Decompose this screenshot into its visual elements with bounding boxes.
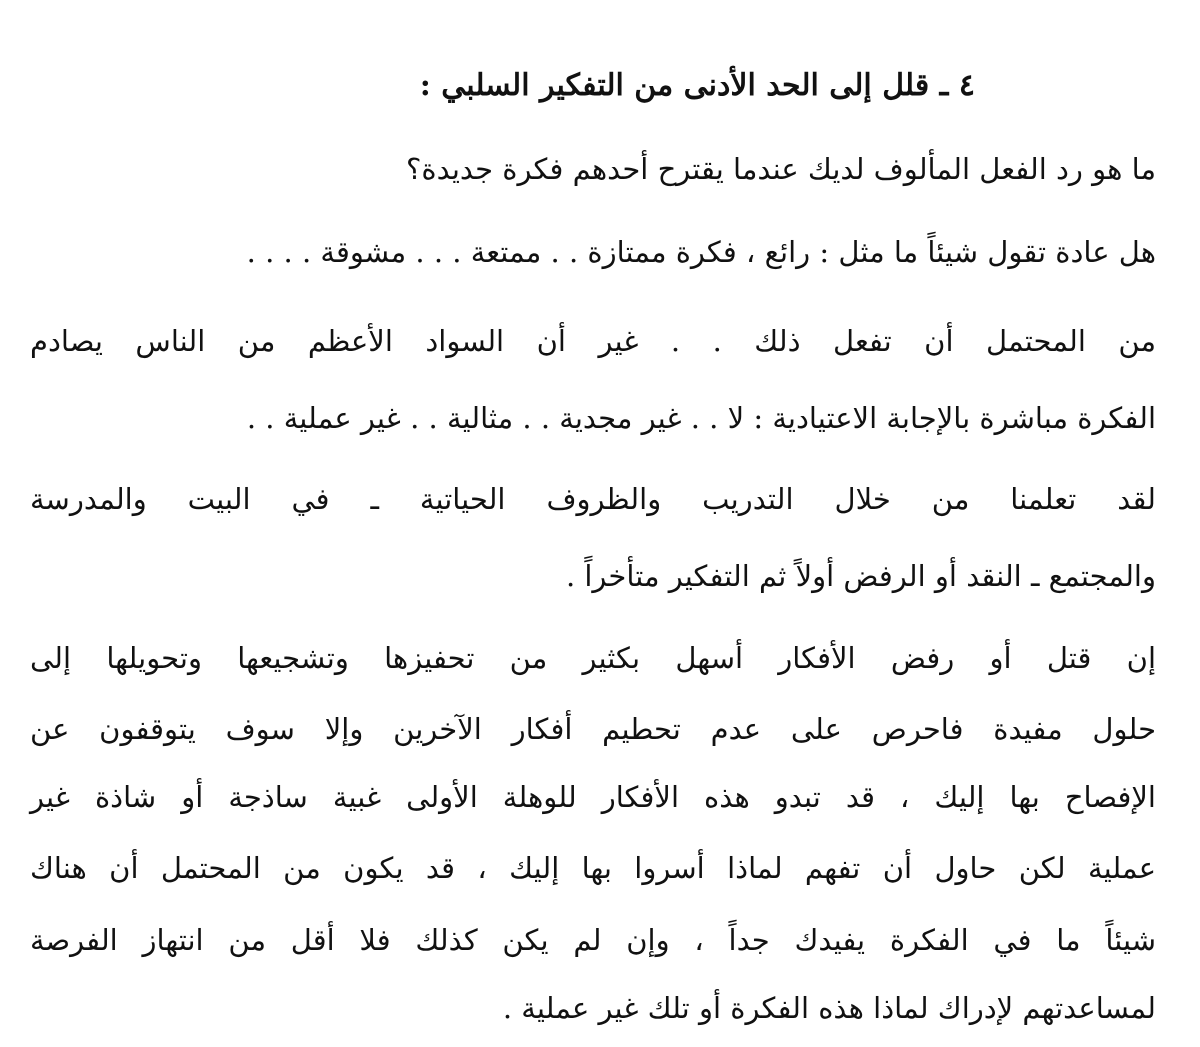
book-page <box>30 0 1170 1047</box>
paragraph-1-line-1: ما هو رد الفعل المألوف لديك عندما يقترح أحدهم فكرة جديدة؟ <box>406 152 1156 186</box>
paragraph-5-line-5: شيئاً ما في الفكرة يفيدك جداً ، وإن لم يكن كذلك فلا أقل من انتهاز الفرصة <box>30 923 1156 957</box>
paragraph-3-line-2: الفكرة مباشرة بالإجابة الاعتيادية : لا . . غير مجدية . . مثالية . . غير عملية . . <box>246 401 1156 435</box>
paragraph-2-line-1: هل عادة تقول شيئاً ما مثل : رائع ، فكرة ممتازة . . ممتعة . . . مشوقة . . . . <box>246 235 1156 269</box>
paragraph-5-line-3: الإفصاح بها إليك ، قد تبدو هذه الأفكار للوهلة الأولى غبية ساذجة أو شاذة غير <box>30 780 1156 814</box>
paragraph-5-line-1: إن قتل أو رفض الأفكار أسهل بكثير من تحفيزها وتشجيعها وتحويلها إلى <box>30 641 1156 675</box>
paragraph-3-line-1: من المحتمل أن تفعل ذلك . . غير أن السواد الأعظم من الناس يصادم <box>30 324 1156 358</box>
paragraph-4-line-2: والمجتمع ـ النقد أو الرفض أولاً ثم التفكير متأخراً . <box>565 559 1156 593</box>
paragraph-5-line-2: حلول مفيدة فاحرص على عدم تحطيم أفكار الآخرين وإلا سوف يتوقفون عن <box>30 712 1156 746</box>
paragraph-5-line-6: لمساعدتهم لإدراك لماذا هذه الفكرة أو تلك غير عملية . <box>502 991 1156 1025</box>
section-heading: ٤ ـ قلل إلى الحد الأدنى من التفكير السلبي : <box>419 68 975 103</box>
paragraph-4-line-1: لقد تعلمنا من خلال التدريب والظروف الحياتية ـ في البيت والمدرسة <box>30 482 1156 516</box>
paragraph-5-line-4: عملية لكن حاول أن تفهم لماذا أسروا بها إليك ، قد يكون من المحتمل أن هناك <box>30 851 1156 885</box>
